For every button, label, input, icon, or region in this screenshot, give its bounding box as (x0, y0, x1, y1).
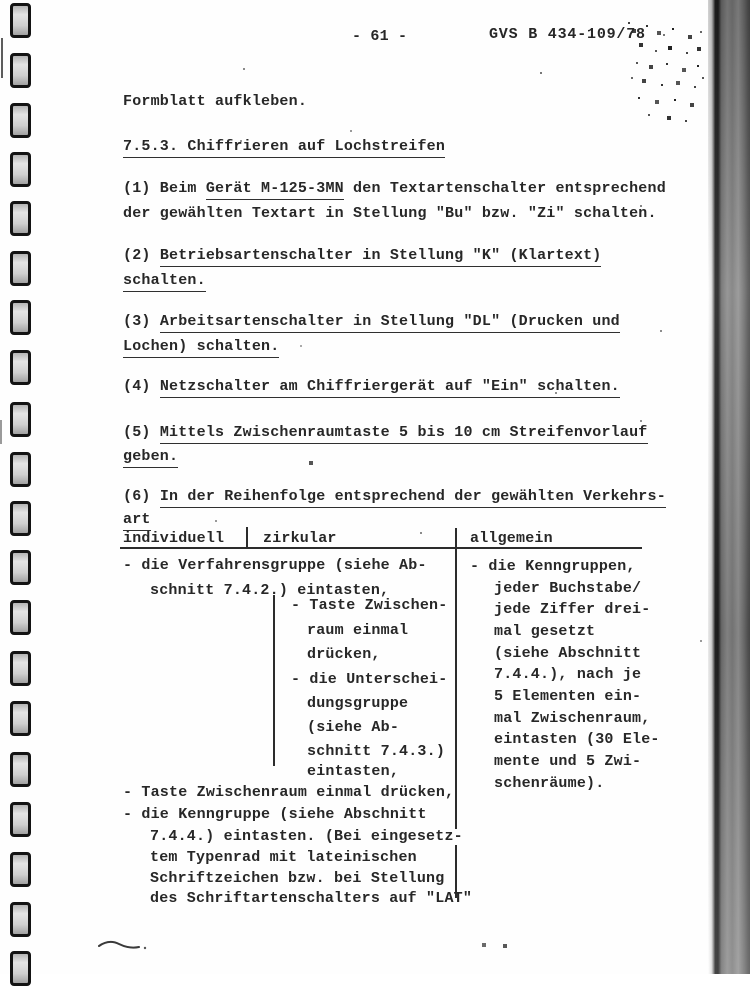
binder-hole (10, 201, 31, 236)
binder-hole (10, 852, 31, 887)
binder-hole (10, 152, 31, 187)
table-cell-line: Schriftzeichen bzw. bei Stellung (150, 870, 445, 887)
paragraph-4-text: Netzschalter am Chiffriergerät auf "Ein" schalten. (160, 378, 620, 398)
binder-hole (10, 600, 31, 635)
binder-hole (10, 452, 31, 487)
paragraph-6-line-1 (123, 488, 666, 508)
table-cell-line: dungsgruppe (307, 695, 409, 712)
binder-hole (10, 752, 31, 787)
paragraph-5-line-2: geben. (123, 448, 178, 468)
binder-hole (10, 550, 31, 585)
paragraph-3-line-1 (123, 313, 620, 333)
binder-hole (10, 251, 31, 286)
table-column-rule-middle (273, 595, 275, 766)
binder-hole (10, 3, 31, 38)
table-cell-line: tem Typenrad mit lateinischen (150, 849, 417, 866)
table-cell-line: schnitt 7.4.3.) (307, 743, 446, 760)
paragraph-6-line-2: art (123, 511, 151, 531)
section-heading: 7.5.3. Chiffrieren auf Lochstreifen (123, 138, 445, 158)
paragraph-2-line-2: schalten. (123, 272, 206, 292)
binder-hole (10, 802, 31, 837)
scan-specks (0, 0, 2, 2)
scan-edge-strip (708, 0, 750, 974)
paragraph-3-line-2: Lochen) schalten. (123, 338, 279, 358)
paragraph-3-number: (3) (123, 313, 160, 330)
table-header-individuell: individuell (123, 530, 225, 547)
table-column-rule-right (455, 528, 457, 829)
paragraph-5-text: Mittels Zwischenraumtaste 5 bis 10 cm Streifenvorlauf (160, 424, 648, 444)
table-cell-line: (siehe Abschnitt (494, 645, 642, 662)
document-number: GVS B 434-109/78 (489, 26, 646, 43)
table-cell-line: 7.4.4.), nach je (494, 666, 642, 683)
paragraph-5-number: (5) (123, 424, 160, 441)
table-header-rule (120, 547, 642, 549)
table-cell-line: raum einmal (307, 622, 409, 639)
paragraph-3-text: Arbeitsartenschalter in Stellung "DL" (Drucken und (160, 313, 620, 333)
scan-noise-cluster (628, 22, 630, 24)
table-cell-line: - die Verfahrensgruppe (siehe Ab- (123, 557, 427, 574)
binder-hole (10, 701, 31, 736)
table-cell-line: drücken, (307, 646, 381, 663)
binder-hole (10, 951, 31, 986)
binder-hole (10, 53, 31, 88)
binder-hole (10, 902, 31, 937)
paragraph-1-rest: den Textartenschalter entsprechend (343, 180, 666, 197)
table-cell-line: - die Kenngruppe (siehe Abschnitt (123, 806, 427, 823)
table-cell-line: - Taste Zwischen- (291, 597, 448, 614)
table-cell-line: 5 Elementen ein- (494, 688, 642, 705)
table-cell-line: mente und 5 Zwi- (494, 753, 642, 770)
binder-hole (10, 501, 31, 536)
table-cell-line: jeder Buchstabe/ (494, 580, 642, 597)
table-cell-line: des Schriftartenschalters auf "LAT" (150, 890, 473, 907)
paragraph-1-line-1 (123, 180, 666, 200)
table-cell-line: eintasten, (307, 763, 400, 780)
table-cell-line: 7.4.4.) eintasten. (Bei eingesetz- (150, 828, 463, 845)
paragraph-1-prefix: (1) Beim (123, 180, 206, 197)
pen-squiggle-mark (95, 937, 155, 953)
paragraph-6-number: (6) (123, 488, 160, 505)
table-cell-line: mal gesetzt (494, 623, 596, 640)
binder-hole (10, 103, 31, 138)
scan-edge-mark (1, 38, 3, 78)
table-cell-line: - die Unterschei- (291, 671, 448, 688)
table-cell-line: - Taste Zwischenraum einmal drücken, (123, 784, 455, 801)
paragraph-4-line-1 (123, 378, 620, 398)
binder-hole (10, 651, 31, 686)
table-cell-line: mal Zwischenraum, (494, 710, 651, 727)
binder-hole (10, 350, 31, 385)
paragraph-2-text: Betriebsartenschalter in Stellung "K" (Klartext) (160, 247, 602, 267)
paragraph-1-line-2: der gewählten Textart in Stellung "Bu" bzw. "Zi" schalten. (123, 205, 657, 222)
table-header-allgemein: allgemein (470, 530, 553, 547)
paragraph-2-number: (2) (123, 247, 160, 264)
intro-line: Formblatt aufkleben. (123, 93, 308, 110)
device-name: Gerät M-125-3MN (206, 180, 344, 200)
table-header-divider-1 (246, 527, 248, 548)
table-cell-line: jede Ziffer drei- (494, 601, 651, 618)
table-cell-line: - die Kenngruppen, (470, 558, 636, 575)
paragraph-6-text: In der Reihenfolge entsprechend der gewählten Verkehrs- (160, 488, 666, 508)
table-cell-line: (siehe Ab- (307, 719, 400, 736)
scan-edge-mark (0, 420, 2, 444)
page-number: - 61 - (352, 28, 408, 45)
paragraph-4-number: (4) (123, 378, 160, 395)
table-cell-line: schenräume). (494, 775, 605, 792)
binder-hole (10, 402, 31, 437)
paragraph-2-line-1 (123, 247, 601, 267)
binder-hole (10, 300, 31, 335)
table-header-zirkular: zirkular (263, 530, 337, 547)
paragraph-5-line-1 (123, 424, 648, 444)
table-cell-line: schnitt 7.4.2.) eintasten, (150, 582, 390, 599)
table-cell-line: eintasten (30 Ele- (494, 731, 660, 748)
